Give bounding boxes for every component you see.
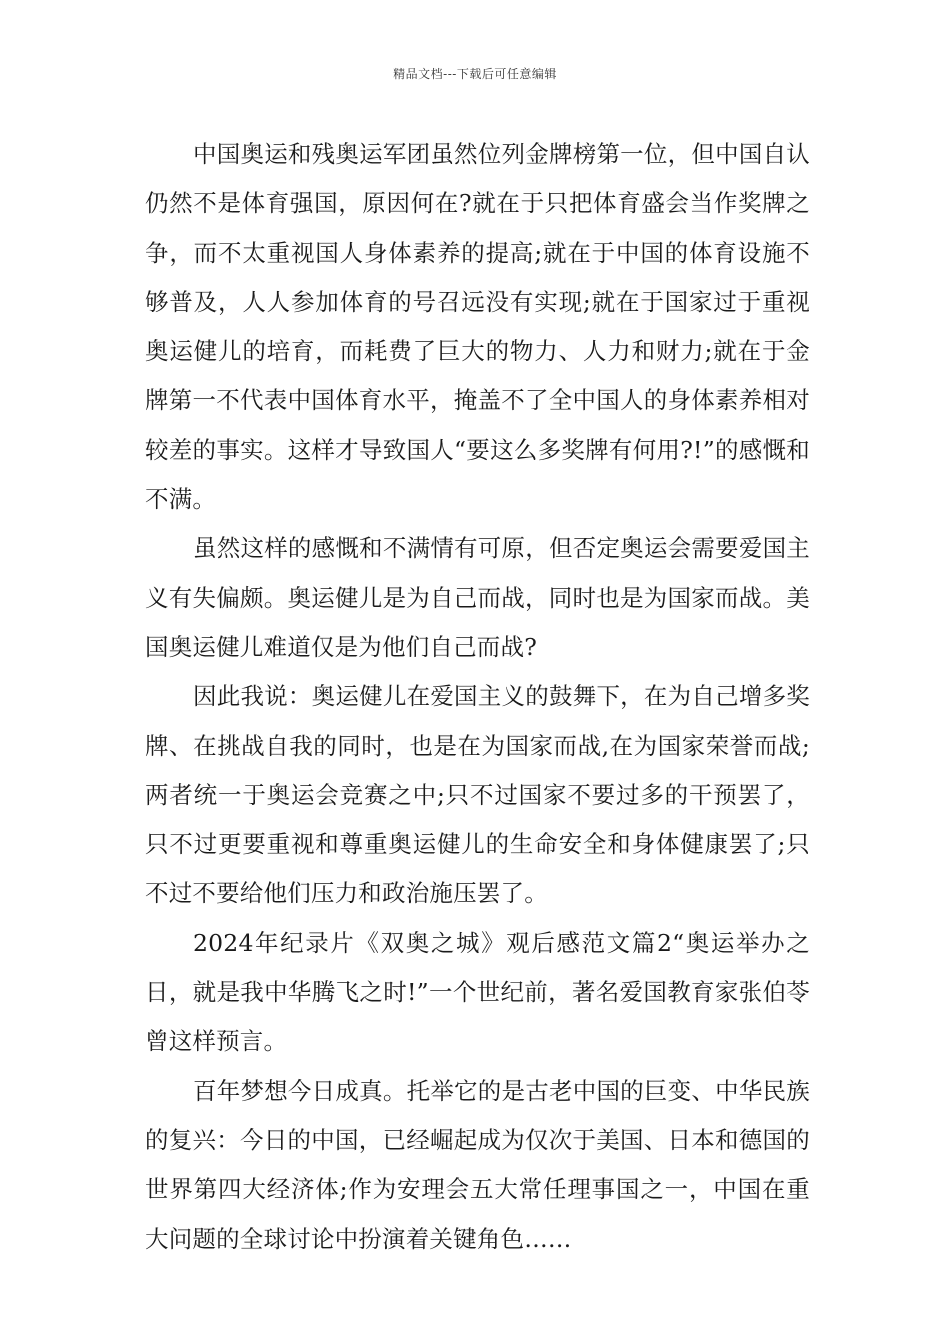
paragraph-5: 百年梦想今日成真。托举它的是古老中国的巨变、中华民族的复兴：今日的中国，已经崛起成为仅次于美国、日本和德国的世界第四大经济体;作为安理会五大常任理事国之一，中国在重大问题的全球讨论中扮演着关键角色…… [145, 1076, 810, 1253]
paragraph-1: 中国奥运和残奥运军团虽然位列金牌榜第一位，但中国自认仍然不是体育强国，原因何在?就在于只把体育盛会当作奖牌之争，而不太重视国人身体素养的提高;就在于中国的体育设施不够普及，人人参加体育的号召远没有实现;就在于国家过于重视奥运健儿的培育，而耗费了巨大的物力、人力和财力;就在于金牌第一不代表中国体育水平，掩盖不了全中国人的身体素养相对较差的事实。这样才导致国人“要这么多奖牌有何用?!”的感慨和不满。 [145, 140, 810, 514]
paragraph-3: 因此我说：奥运健儿在爱国主义的鼓舞下，在为自己增多奖牌、在挑战自我的同时，也是在为国家而战,在为国家荣誉而战;两者统一于奥运会竞赛之中;只不过国家不要过多的干预罢了，只不过更要重视和尊重奥运健儿的生命安全和身体健康罢了;只不过不要给他们压力和政治施压罢了。 [145, 682, 810, 908]
page-header: 精品文档---下载后可任意编辑 [393, 67, 557, 81]
document-body [145, 130, 810, 1264]
paragraph-2: 虽然这样的感慨和不满情有可原，但否定奥运会需要爱国主义有失偏颇。奥运健儿是为自己而战，同时也是为国家而战。美国奥运健儿难道仅是为他们自己而战? [145, 534, 810, 661]
paragraph-4: 2024年纪录片《双奥之城》观后感范文篇2“奥运举办之日，就是我中华腾飞之时!”一个世纪前，著名爱国教育家张伯苓曾这样预言。 [145, 928, 810, 1056]
